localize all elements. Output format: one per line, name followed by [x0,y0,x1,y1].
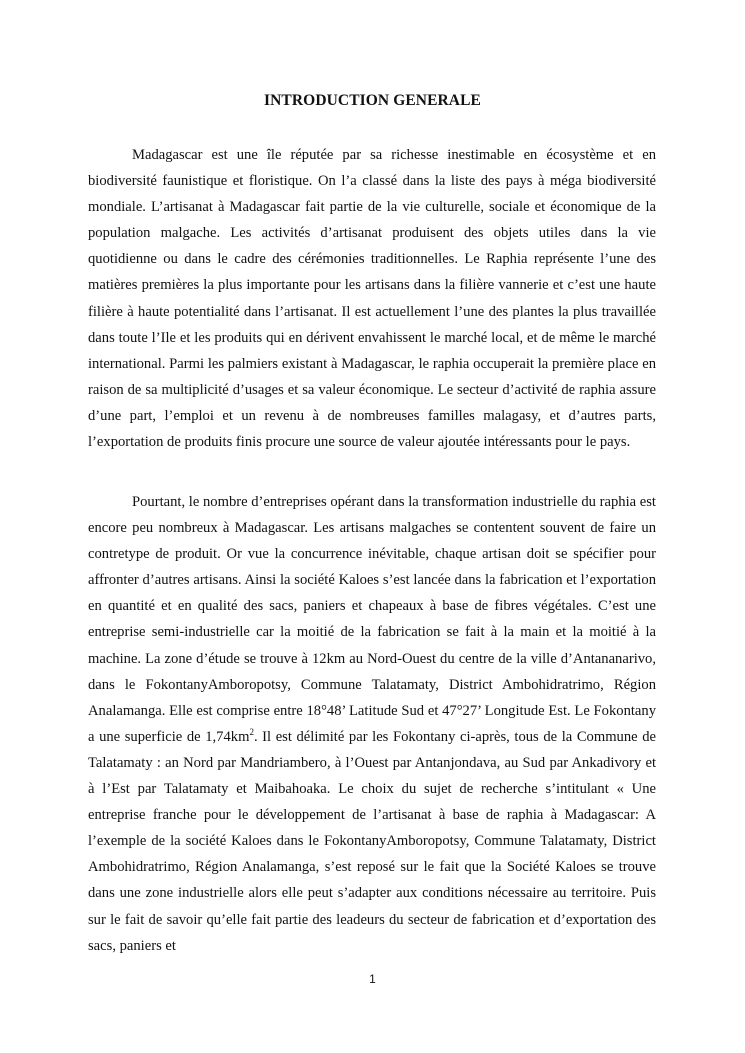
page-title: INTRODUCTION GENERALE [264,92,481,109]
paragraph-introduction: Madagascar est une île réputée par sa richesse inestimable en écosystème et en biodiversité faunistique et floristique. On l’a classé dans la liste des pays à méga biodiversité mondiale. L’artisanat à Madagascar fait partie de la vie culturelle, sociale et économique de la population malgache. Les activités d’artisanat produisent des objets utiles dans la vie quotidienne ou dans le cadre des cérémonies traditionnelles. Le Raphia représente l’une des matières premières la plus importante pour les artisans dans la filière vannerie et c’est une haute filière à haute potentialité dans l’artisanat. Il est actuellement l’une des plantes la plus travaillée dans toute l’Ile et les produits qui en dérivent envahissent le marché local, et de même le marché international. Parmi les palmiers existant à Madagascar, le raphia occuperait la première place en raison de sa multiplicité d’usages et sa valeur économique. Le secteur d’activité de raphia assure d’une part, l’emploi et un revenu à de nombreuses familles malagasy, et d’autres parts, l’exportation de produits finis procure une source de valeur ajoutée intéressants pour le pays. [88,147,656,451]
area-unit-superscript: 2 [249,726,254,737]
paragraph-context [88,489,656,959]
paragraph-context-text-1: Pourtant, le nombre d’entreprises opérant dans la transformation industrielle du raphia est encore peu nombreux à Madagascar. Les artisans malgaches se contentent souvent de faire un contretype de produit. Or vue la concurrence inévitable, chaque artisan doit se spécifier pour affronter d’autres artisans. Ainsi la société Kaloes s’est lancée dans la fabrication et l’exportation en quantité et en qualité des sacs, paniers et chapeaux à base de fibres végétales. C’est une entreprise semi-industrielle car la moitié de la fabrication se fait à la main et la moitié à la machine. La zone d’étude se trouve à 12km au Nord-Ouest du centre de la ville d’Antananarivo, dans le FokontanyAmboropotsy, Commune Talatamaty, District Ambohidratrimo, Région Analamanga. Elle est comprise entre 18°48’ Latitude Sud et 47°27’ Longitude Est. Le Fokontany a une superficie de 1,74km [88,494,656,745]
page-number: 1 [369,972,376,986]
paragraph-context-text-2: . Il est délimité par les Fokontany ci-après, tous de la Commune de Talatamaty : an Nord par Mandriambero, à l’Ouest par Antanjondava, au Sud par Ankadivory et à l’Est par Talatamaty et Maibahoaka. Le choix du sujet de recherche s’intitulant « Une entreprise franche pour le développement de l’artisanat à base de raphia à Madagascar: A l’exemple de la société Kaloes dans le FokontanyAmboropotsy, Commune Talatamaty, District Ambohidratrimo, Région Analamanga, s’est reposé sur le fait que la Société Kaloes se trouve dans une zone industrielle alors elle peut s’adapter aux conditions nécessaire au territoire. Puis sur le fait de savoir qu’elle fait partie des leadeurs du secteur de fabrication et d’exportation des sacs, paniers et [88,728,657,954]
